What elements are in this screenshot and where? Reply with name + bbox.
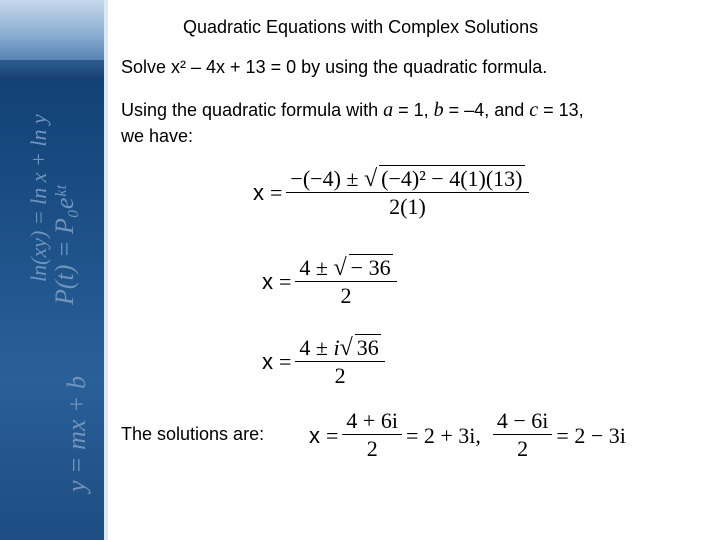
a-value: = 1, [393,100,434,120]
decorative-sidebar [0,0,108,540]
x-label: x [262,349,273,374]
numerator-lead: 4 ± [299,255,334,280]
x-label: x [262,269,273,294]
var-c: c [529,99,539,121]
intro-prefix: Using the quadratic formula with [121,100,384,120]
denominator: 2 [517,436,529,461]
radicand: − 36 [350,255,391,280]
formula-step-1 [253,165,533,221]
sidebar-formula-line: y = mx + b [62,376,91,492]
radicand: 36 [356,335,379,360]
formula-step-3 [262,334,389,390]
denominator: 2 [334,363,346,388]
b-value: = –4, and [443,100,530,120]
x-label: x [309,422,320,448]
fraction [295,254,396,310]
x-label: x [253,180,264,205]
sidebar-formula-log: ln(xy) = ln x + ln y [26,114,51,282]
equals-sign: = [270,180,283,205]
solution-fraction-2 [493,408,553,463]
equals-sign: = [326,422,339,448]
solution-2-simplified: = 2 − 3i [556,422,626,448]
denominator: 2 [366,436,378,461]
imaginary-unit: i [333,335,340,360]
problem-statement: Solve x² – 4x + 13 = 0 by using the quadratic formula. [121,57,548,77]
solution-1-simplified: = 2 + 3i, [405,422,481,448]
radicand: (−4)² − 4(1)(13) [381,166,523,191]
numerator [286,165,528,193]
sidebar-divider [104,0,108,540]
slide-title: Quadratic Equations with Complex Solutions [183,17,539,37]
solution-fraction-1 [342,408,402,463]
c-value: = 13, [538,100,584,120]
intro-line-1 [121,99,584,122]
numerator-lead: −(−4) ± [290,166,364,191]
equals-sign: = [279,269,292,294]
numerator: 4 + 6i [342,408,402,435]
equals-sign: = [279,349,292,374]
formula-step-2 [262,254,401,310]
numerator [295,254,396,282]
intro-line-2: we have: [121,126,194,146]
numerator-lead: 4 ± [299,335,334,360]
denominator: 2 [340,283,352,308]
sidebar-formula-exp: P(t) = P₀eᵏᵗ [50,185,79,305]
solutions-equation [309,408,626,463]
sqrt-icon: √ [339,335,353,361]
fraction [286,165,528,221]
fraction [295,334,384,390]
water-photo [0,60,108,80]
numerator [295,334,384,362]
denominator: 2(1) [389,194,426,219]
sqrt-icon: √ [333,255,347,281]
var-b: b [433,99,444,121]
solutions-label: The solutions are: [121,424,265,444]
sqrt-icon: √ [363,166,378,192]
var-a: a [383,99,394,121]
numerator: 4 − 6i [493,408,553,435]
